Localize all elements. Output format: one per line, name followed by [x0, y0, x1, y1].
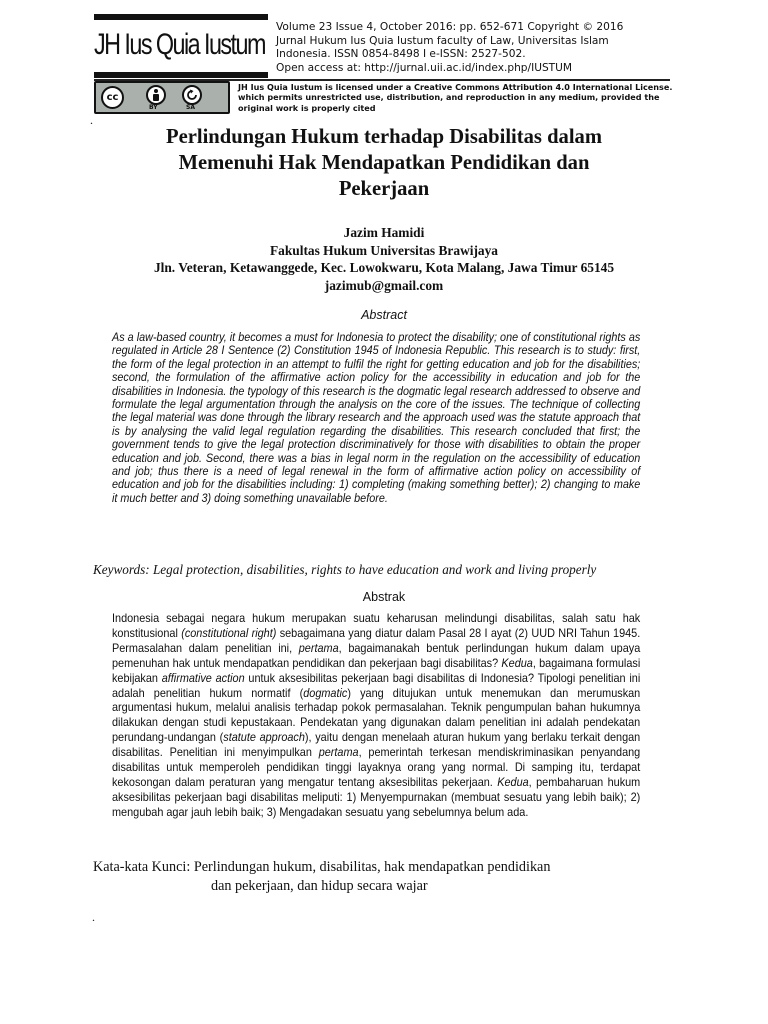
author-block — [84, 224, 684, 294]
stray-dot: . — [90, 113, 93, 127]
abstrak-text: sebagaimana yang diatur dalam Pasal 28 I ayat (2) UUD NRI Tahun 1945. Permasalahan dalam penelitian ini, — [112, 626, 641, 655]
journal-info — [276, 21, 668, 75]
sa-label: SA — [186, 104, 195, 111]
journal-logo — [94, 14, 268, 78]
abstrak-italic-term: pertama — [298, 641, 339, 655]
title-line: Pekerjaan — [338, 178, 430, 200]
author-affiliation: Fakultas Hukum Universitas Brawijaya — [269, 242, 499, 258]
abstrak-text: , bagaimanakah bentuk perlindungan hukum dalam upaya pemenuhan hak untuk mendapatkan pendidikan dan pekerjaan bagi disabilitas? — [112, 641, 641, 670]
abstrak-text: ) yang ditujukan untuk menemukan dan merumuskan argumentasi hukum, melalui analisis terhadap pokok permasalahan. Teknik pengumpulan bahan hukumnya dilakukan dengan studi kepustakaan. Pendekatan yang digunakan dalam penelitian ini adalah pendekatan perundang-undangan ( — [112, 686, 641, 745]
article-title — [90, 124, 678, 202]
title-line: Perlindungan Hukum terhadap Disabilitas dalam — [166, 126, 602, 148]
attribution-person-icon — [146, 85, 166, 105]
license-line: JH Ius Quia Iustum is licensed under a Creative Commons Attribution 4.0 International License. — [238, 82, 673, 92]
abstrak-italic-term: statute approach — [223, 731, 305, 745]
abstrak-text: , pemerintah terkesan mendiskriminasikan penyandang disabilitas untuk memperoleh pendidikan tinggi layaknya orang yang normal. Di samping itu, terdapat kekosongan dalam peraturan yang mengatur tentang aksesibilitas pekerjaan. — [112, 746, 641, 789]
abstract-body: As a law-based country, it becomes a must for Indonesia to protect the disability; one of constitutional rights as regulated in Article 28 I Sentence (2) Constitution 1945 of Indonesia Republic. This research is to study: first, the form of the legal protection in an attempt to fulfil the right for getting education and job for the disabilities; second, the formulation of the affirmative action policy for the accessibility in education and job for the disabilities in Indonesia. the typology of this research is the dogmatic legal research addressed to observe and formulate the legal argumentation through the analysis on the core of the issues. The technique of collecting the legal material was done through the library research and the approach used was the statute approach that is by analysing the valid legal regulation regarding the disabilities. This research concluded that first; the government tends to give the legal protection discriminatively for those with disabilities to obtain the proper education and job. Second, there was a bias in legal norm in the regulation on the accessibility of education and job; thus there is a need of legal renewal in the form of affirmative action policy on accessibility of education and job for the disabilities including: 1) completing (making something better); 2) changing to make it much better and 3) doing something unavailable before. — [112, 332, 641, 505]
cc-icon — [101, 86, 124, 109]
keywords: Keywords: Legal protection, disabilities, rights to have education and work and living properly — [93, 562, 597, 577]
abstrak-body — [112, 612, 640, 821]
abstrak-text: untuk aksesibilitas pekerjaan bagi disabilitas di Indonesia? Tipologi penelitian ini adalah penelitian hukum normatif ( — [112, 671, 641, 700]
share-alike-icon — [182, 85, 202, 105]
title-line: Memenuhi Hak Mendapatkan Pendidikan dan — [178, 152, 590, 174]
abstrak-text: Indonesia sebagai negara hukum merupakan suatu keharusan melindungi disabilitas, salah satu hak konstitusional — [112, 612, 641, 640]
kata-kunci-line: Kata-kata Kunci: Perlindungan hukum, disabilitas, hak mendapatkan pendidikan — [93, 859, 551, 875]
abstrak-heading: Abstrak — [362, 590, 406, 604]
abstrak-text: , pembaharuan hukum aksesibilitas pekerjaan bagi disabilitas meliputi: 1) Menyempurnakan (membuat sesuatu yang lebih baik); 2) mengubah agar jauh lebih baik; 3) Mengadakan sesuatu yang sebelumnya belum ada. — [112, 775, 641, 819]
author-name: Jazim Hamidi — [343, 225, 425, 240]
abstrak-italic-term: Kedua — [497, 775, 529, 789]
stray-dot: . — [92, 910, 95, 924]
creative-commons-badge — [94, 81, 230, 114]
journal-info-line: Volume 23 Issue 4, October 2016: pp. 652-671 Copyright © 2016 — [276, 21, 624, 33]
abstrak-text: ), yaitu dengan menelaah aturan hukum yang berlaku terkait dengan disabilitas. Penelitian ini menyimpulkan — [112, 731, 641, 760]
journal-logo-text: JH Ius Quia Iustum — [94, 28, 265, 61]
abstrak-italic-term: pertama — [318, 746, 359, 760]
abstrak-italic-term: dogmatic — [303, 686, 348, 700]
journal-info-line: Jurnal Hukum Ius Quia Iustum faculty of Law, Universitas Islam — [276, 34, 609, 47]
abstrak-italic-term: Kedua — [501, 656, 533, 670]
abstrak-text: , bagaimana formulasi kebijakan — [112, 656, 641, 685]
abstract-heading: Abstract — [361, 308, 407, 322]
kata-kunci-line: dan pekerjaan, dan hidup secara wajar — [211, 878, 428, 894]
abstrak-italic-term: (constitutional right) — [181, 626, 277, 640]
journal-info-line: Open access at: http://jurnal.uii.ac.id/index.php/IUSTUM — [276, 61, 573, 74]
license-line: which permits unrestricted use, distribution, and reproduction in any medium, provided the — [238, 92, 660, 103]
cc-icon-label: cc — [106, 92, 119, 103]
journal-info-line: Indonesia. ISSN 0854-8498 I e-ISSN: 2527-502. — [276, 48, 526, 61]
kata-kunci — [93, 858, 693, 896]
author-email: jazimub@gmail.com — [324, 277, 444, 293]
author-address: Jln. Veteran, Ketawanggede, Kec. Lowokwaru, Kota Malang, Jawa Timur 65145 — [153, 260, 615, 275]
by-label: BY — [149, 104, 158, 111]
license-line: original work is properly cited — [238, 102, 376, 113]
abstrak-italic-term: affirmative action — [161, 671, 245, 685]
license-notice — [238, 82, 673, 113]
